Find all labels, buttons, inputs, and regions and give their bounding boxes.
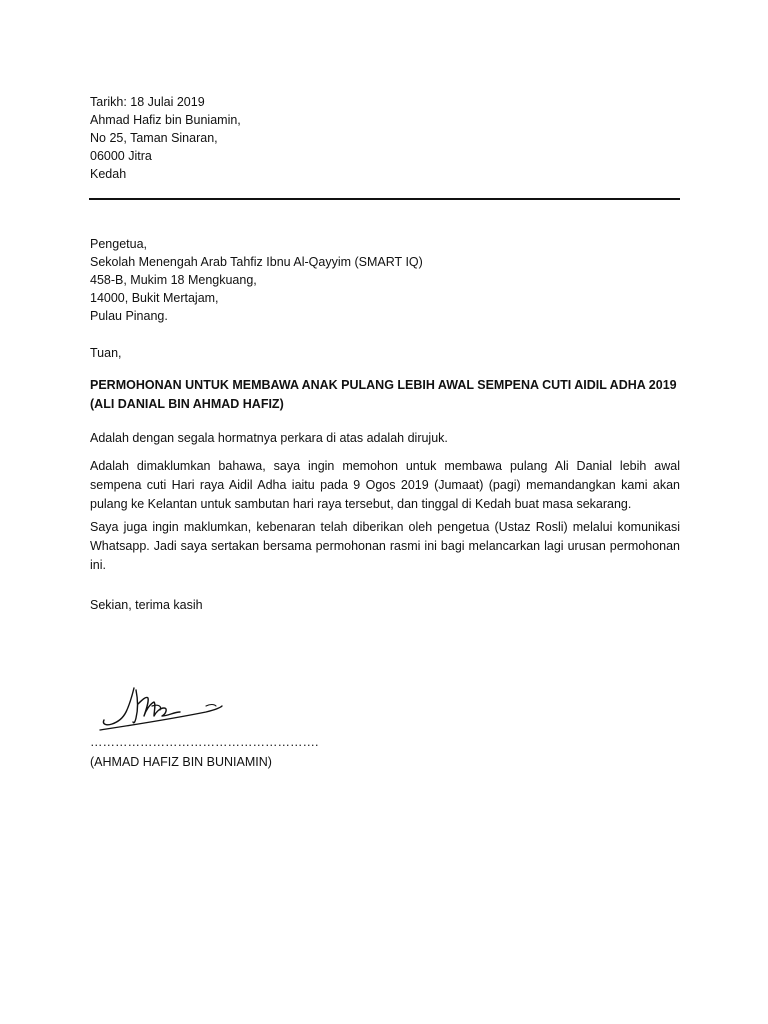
recipient-address-line-1: 458-B, Mukim 18 Mengkuang, [90,273,257,287]
handwritten-signature [96,682,226,738]
letter-date: Tarikh: 18 Julai 2019 [90,95,205,109]
sender-address-line-1: No 25, Taman Sinaran, [90,131,218,145]
sender-address-line-2: 06000 Jitra [90,149,152,163]
recipient-school: Sekolah Menengah Arab Tahfiz Ibnu Al-Qayyim (SMART IQ) [90,255,423,269]
body-paragraph-1: Adalah dengan segala hormatnya perkara di atas adalah dirujuk. [90,431,448,445]
sender-address-line-3: Kedah [90,167,127,181]
sender-name: Ahmad Hafiz bin Buniamin, [90,113,241,127]
body-paragraph-2: Adalah dimaklumkan bahawa, saya ingin memohon untuk membawa pulang Ali Danial lebih awal sempena cuti Hari raya Aidil Adha iaitu pada 9 Ogos 2019 (Jumaat) (pagi) memandangkan kami akan pulang ke Kelantan untuk sambutan hari raya tersebut, dan tinggal di Kedah buat masa sekarang. [90,459,680,511]
recipient-block [90,235,423,325]
recipient-title: Pengetua, [90,237,147,251]
recipient-address-line-2: 14000, Bukit Mertajam, [90,291,219,305]
body-paragraph-3: Saya juga ingin maklumkan, kebenaran telah diberikan oleh pengetua (Ustaz Rosli) melalui komunikasi Whatsapp. Jadi saya sertakan bersama permohonan rasmi ini bagi melancarkan lagi urusan permohonan ini. [90,520,680,572]
salutation: Tuan, [90,346,122,360]
header-divider [89,198,680,200]
closing-line: Sekian, terima kasih [90,598,203,612]
letter-subject: PERMOHONAN UNTUK MEMBAWA ANAK PULANG LEBIH AWAL SEMPENA CUTI AIDIL ADHA 2019 (ALI DANIAL BIN AHMAD HAFIZ) [90,378,677,411]
recipient-address-line-3: Pulau Pinang. [90,309,168,323]
signatory-name: (AHMAD HAFIZ BIN BUNIAMIN) [90,755,272,769]
signature-dotted-line: ………………………………………………. [90,735,319,749]
sender-block [90,93,241,183]
